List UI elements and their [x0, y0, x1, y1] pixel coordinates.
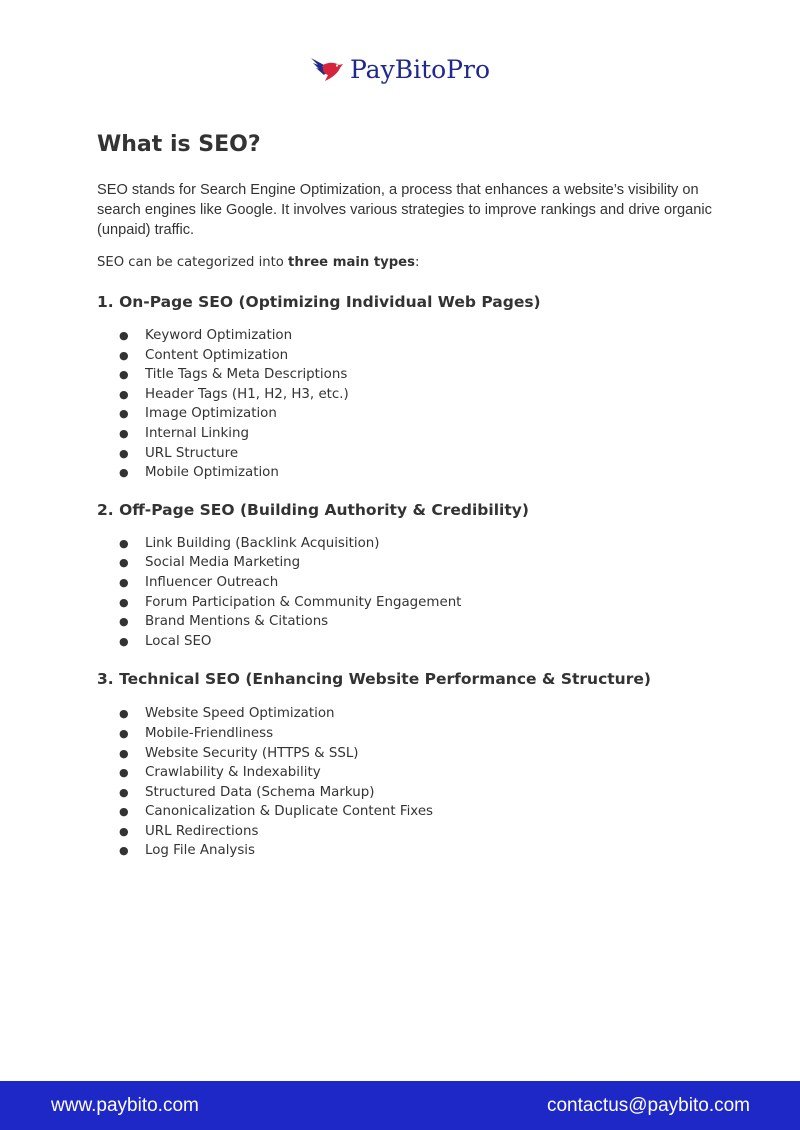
list-item-label: Link Building (Backlink Acquisition) — [145, 535, 380, 551]
bullet-icon: ● — [119, 595, 129, 609]
list-item-label: Internal Linking — [145, 425, 249, 441]
bullet-icon: ● — [119, 844, 129, 858]
bullet-icon: ● — [119, 446, 129, 460]
list-item — [119, 463, 717, 483]
list-item-label: Structured Data (Schema Markup) — [145, 784, 375, 800]
bullet-icon: ● — [119, 348, 129, 362]
list-item-label: Image Optimization — [145, 406, 277, 422]
types-line — [97, 253, 717, 273]
types-text-before: SEO can be categorized into — [97, 255, 289, 270]
section-heading-technical: 3. Technical SEO (Enhancing Website Performance & Structure) — [97, 670, 651, 689]
bullet-icon: ● — [119, 615, 129, 629]
bullet-icon: ● — [119, 466, 129, 480]
bullet-icon: ● — [119, 726, 129, 740]
bullet-icon: ● — [119, 707, 129, 721]
list-item — [119, 632, 717, 652]
bullet-icon: ● — [119, 634, 129, 648]
footer-bar — [0, 1081, 800, 1130]
section-heading-off-page: 2. Off-Page SEO (Building Authority & Credibility) — [97, 500, 529, 519]
off-page-list — [119, 534, 717, 652]
list-item-label: Crawlability & Indexability — [145, 765, 321, 781]
bullet-icon: ● — [119, 766, 129, 780]
section-heading-on-page: 1. On-Page SEO (Optimizing Individual Web Pages) — [97, 293, 541, 311]
list-item-label: URL Redirections — [145, 823, 259, 839]
document-body — [97, 130, 717, 861]
list-item-label: Canonicalization & Duplicate Content Fixes — [145, 804, 434, 820]
brand-name: PayBitoPro — [349, 55, 490, 84]
on-page-list — [119, 326, 717, 483]
list-item — [119, 385, 717, 405]
types-text-after: : — [414, 255, 420, 270]
list-item-label: Social Media Marketing — [145, 555, 301, 571]
bullet-icon: ● — [119, 407, 129, 421]
list-item-label: Forum Participation & Community Engagement — [145, 594, 462, 610]
list-item — [119, 553, 717, 573]
list-item-label: Mobile Optimization — [145, 465, 279, 481]
bullet-icon: ● — [119, 368, 129, 382]
footer-website-link[interactable]: www.paybito.com — [51, 1094, 199, 1116]
bullet-icon: ● — [119, 556, 129, 570]
bullet-icon: ● — [119, 746, 129, 760]
list-item-label: Brand Mentions & Citations — [145, 614, 329, 630]
list-item — [119, 573, 717, 593]
list-item-label: URL Structure — [145, 445, 239, 461]
list-item — [119, 593, 717, 613]
list-item — [119, 612, 717, 632]
list-item — [119, 841, 717, 861]
list-item-label: Log File Analysis — [145, 843, 256, 859]
list-item — [119, 822, 717, 842]
list-item-label: Website Security (HTTPS & SSL) — [145, 745, 359, 761]
list-item-label: Keyword Optimization — [145, 328, 293, 343]
page-title: What is SEO? — [97, 132, 261, 157]
bullet-icon: ● — [119, 824, 129, 838]
list-item-label: Header Tags (H1, H2, H3, etc.) — [145, 386, 349, 402]
bullet-icon: ● — [119, 805, 129, 819]
bullet-icon: ● — [119, 785, 129, 799]
list-item — [119, 326, 717, 346]
list-item — [119, 704, 717, 724]
list-item — [119, 724, 717, 744]
list-item — [119, 365, 717, 385]
bullet-icon: ● — [119, 387, 129, 401]
list-item — [119, 444, 717, 464]
bullet-icon: ● — [119, 536, 129, 550]
list-item — [119, 744, 717, 764]
eagle-logo-icon — [310, 54, 344, 84]
brand-logo — [0, 55, 800, 84]
list-item — [119, 802, 717, 822]
intro-paragraph: SEO stands for Search Engine Optimization, a process that enhances a website’s visibility on search engines like Google. It involves various strategies to improve rankings and drive organic (unpaid) traffic. — [97, 182, 712, 238]
list-item-label: Website Speed Optimization — [145, 706, 335, 722]
list-item — [119, 424, 717, 444]
list-item — [119, 346, 717, 366]
list-item-label: Content Optimization — [145, 347, 289, 363]
list-item-label: Influencer Outreach — [145, 574, 279, 590]
list-item-label: Mobile-Friendliness — [145, 725, 274, 741]
list-item-label: Title Tags & Meta Descriptions — [145, 367, 348, 383]
list-item — [119, 783, 717, 803]
technical-list — [119, 704, 717, 861]
bullet-icon: ● — [119, 426, 129, 440]
list-item-label: Local SEO — [145, 633, 212, 649]
footer-email-link[interactable]: contactus@paybito.com — [546, 1094, 750, 1116]
bullet-icon: ● — [119, 329, 129, 342]
bullet-icon: ● — [119, 575, 129, 589]
list-item — [119, 763, 717, 783]
types-text-bold: three main types — [288, 255, 415, 270]
list-item — [119, 404, 717, 424]
list-item — [119, 534, 717, 554]
